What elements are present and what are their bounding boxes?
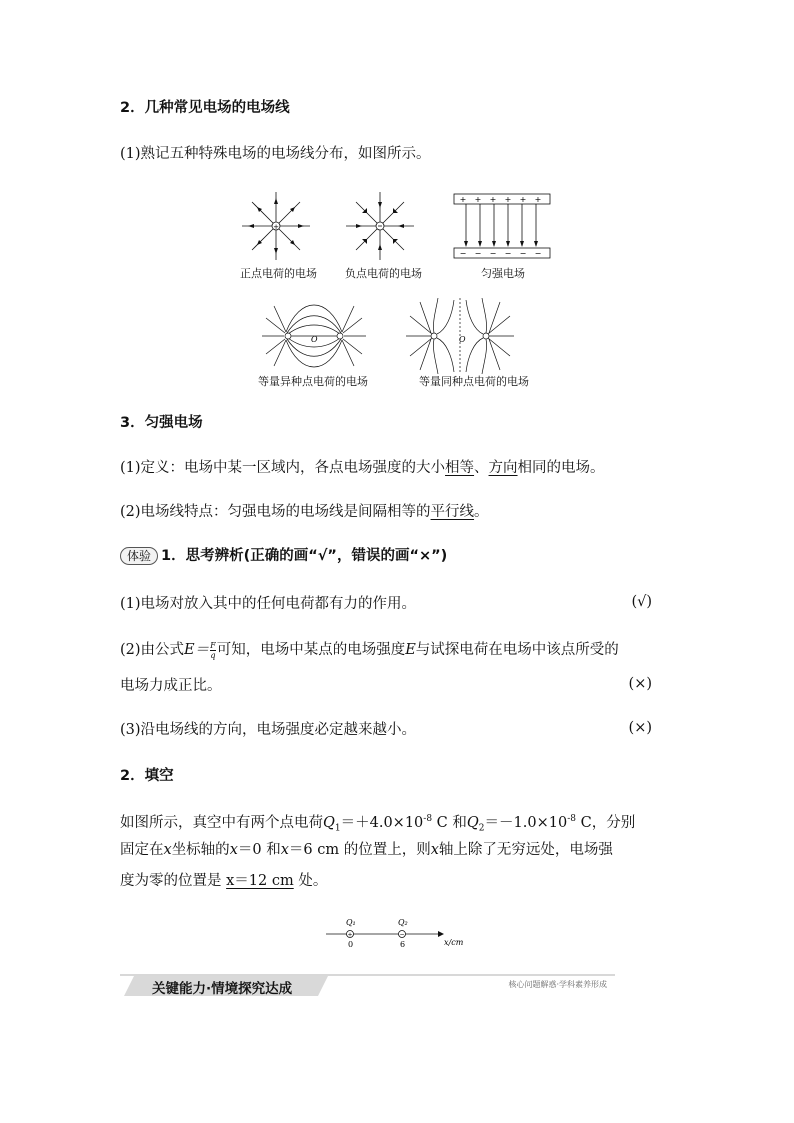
negative-charge-diagram bbox=[346, 192, 414, 260]
exercise-heading: 体验 1．思考辨析(正确的画“√”，错误的画“×”) bbox=[120, 546, 447, 566]
svg-text:+: + bbox=[273, 223, 279, 231]
positive-charge-diagram bbox=[242, 192, 310, 260]
paragraph-five-fields: (1)熟记五种特殊电场的电场线分布，如图所示。 bbox=[120, 146, 431, 162]
axis-tick-0: 0 bbox=[348, 940, 354, 949]
exercise-q3-answer: (×) bbox=[628, 720, 652, 736]
exercise-q2-answer: (×) bbox=[628, 676, 652, 692]
fill-answer: x＝12 cm bbox=[226, 873, 294, 889]
exercise-q2-cont: 电场力成正比。 bbox=[120, 678, 222, 694]
label-o-right: O bbox=[459, 335, 466, 344]
exercise-q1: (1)电场对放入其中的任何电荷都有力的作用。 bbox=[120, 596, 417, 612]
svg-text:+: + bbox=[534, 195, 542, 204]
svg-text:+: + bbox=[489, 195, 497, 204]
axis-q2-label: Q₂ bbox=[398, 918, 408, 927]
fill-heading: 2．填空 bbox=[120, 768, 174, 784]
fill-line-2: 固定在x坐标轴的x＝0 和x＝6 cm 的位置上，则x轴上除了无穷远处，电场强 bbox=[120, 842, 613, 858]
fill-line-3: 度为零的位置是 x＝12 cm 处。 bbox=[120, 873, 328, 889]
fill-line-1: 如图所示，真空中有两个点电荷$Q_1=+4.0\times 10^{-8}$ C 和$Q_2=-1.0\times 10^{-8}$ C，分别 bbox=[120, 814, 636, 834]
axis-unit-label: x/cm bbox=[444, 938, 464, 947]
exercise-q3: (3)沿电场线的方向，电场强度必定越来越小。 bbox=[120, 722, 417, 738]
caption-opposite-charges: 等量异种点电荷的电场 bbox=[258, 375, 368, 388]
section-heading-uniform-field: 3．匀强电场 bbox=[120, 415, 203, 431]
paragraph-feature: (2)电场线特点：匀强电场的电场线是间隔相等的平行线。 bbox=[120, 504, 489, 520]
caption-like-charges: 等量同种点电荷的电场 bbox=[419, 375, 529, 388]
banner-title: 关键能力·情境探究达成 bbox=[152, 981, 293, 997]
svg-text:−: − bbox=[474, 249, 482, 258]
section-heading-field-lines: 2．几种常见电场的电场线 bbox=[120, 100, 290, 116]
svg-text:+: + bbox=[519, 195, 527, 204]
field-diagrams-row1 bbox=[238, 186, 558, 266]
svg-text:+: + bbox=[474, 195, 482, 204]
svg-text:−: − bbox=[519, 249, 527, 258]
axis-q1-label: Q₁ bbox=[346, 918, 356, 927]
caption-positive-charge: 正点电荷的电场 bbox=[240, 267, 317, 280]
exercise-q2: (2)由公式E＝ $\frac{F}{q}$ 可知，电场中某点的电场强度E与试探电荷在电场中该点所受的 bbox=[120, 640, 619, 660]
uniform-field-diagram bbox=[454, 194, 550, 258]
caption-uniform-field: 匀强电场 bbox=[481, 267, 525, 280]
svg-text:−: − bbox=[489, 249, 497, 258]
label-o-left: O bbox=[311, 335, 318, 344]
field-diagrams-row2 bbox=[258, 298, 528, 374]
paragraph-definition: (1)定义：电场中某一区域内，各点电场强度的大小相等、方向相同的电场。 bbox=[120, 460, 605, 476]
banner-subtitle: 核心问题解惑·学科素养形成 bbox=[508, 980, 607, 989]
caption-negative-charge: 负点电荷的电场 bbox=[345, 267, 422, 280]
svg-text:−: − bbox=[504, 249, 512, 258]
axis-tick-6: 6 bbox=[400, 940, 406, 949]
svg-text:−: − bbox=[459, 249, 467, 258]
axis-diagram bbox=[326, 914, 476, 952]
exercise-q1-answer: (√) bbox=[631, 594, 652, 610]
svg-text:+: + bbox=[347, 931, 353, 939]
section-banner bbox=[120, 972, 615, 1000]
svg-text:+: + bbox=[504, 195, 512, 204]
svg-text:−: − bbox=[534, 249, 542, 258]
svg-text:−: − bbox=[399, 931, 405, 939]
tiyan-badge: 体验 bbox=[120, 547, 158, 565]
svg-text:+: + bbox=[459, 195, 467, 204]
